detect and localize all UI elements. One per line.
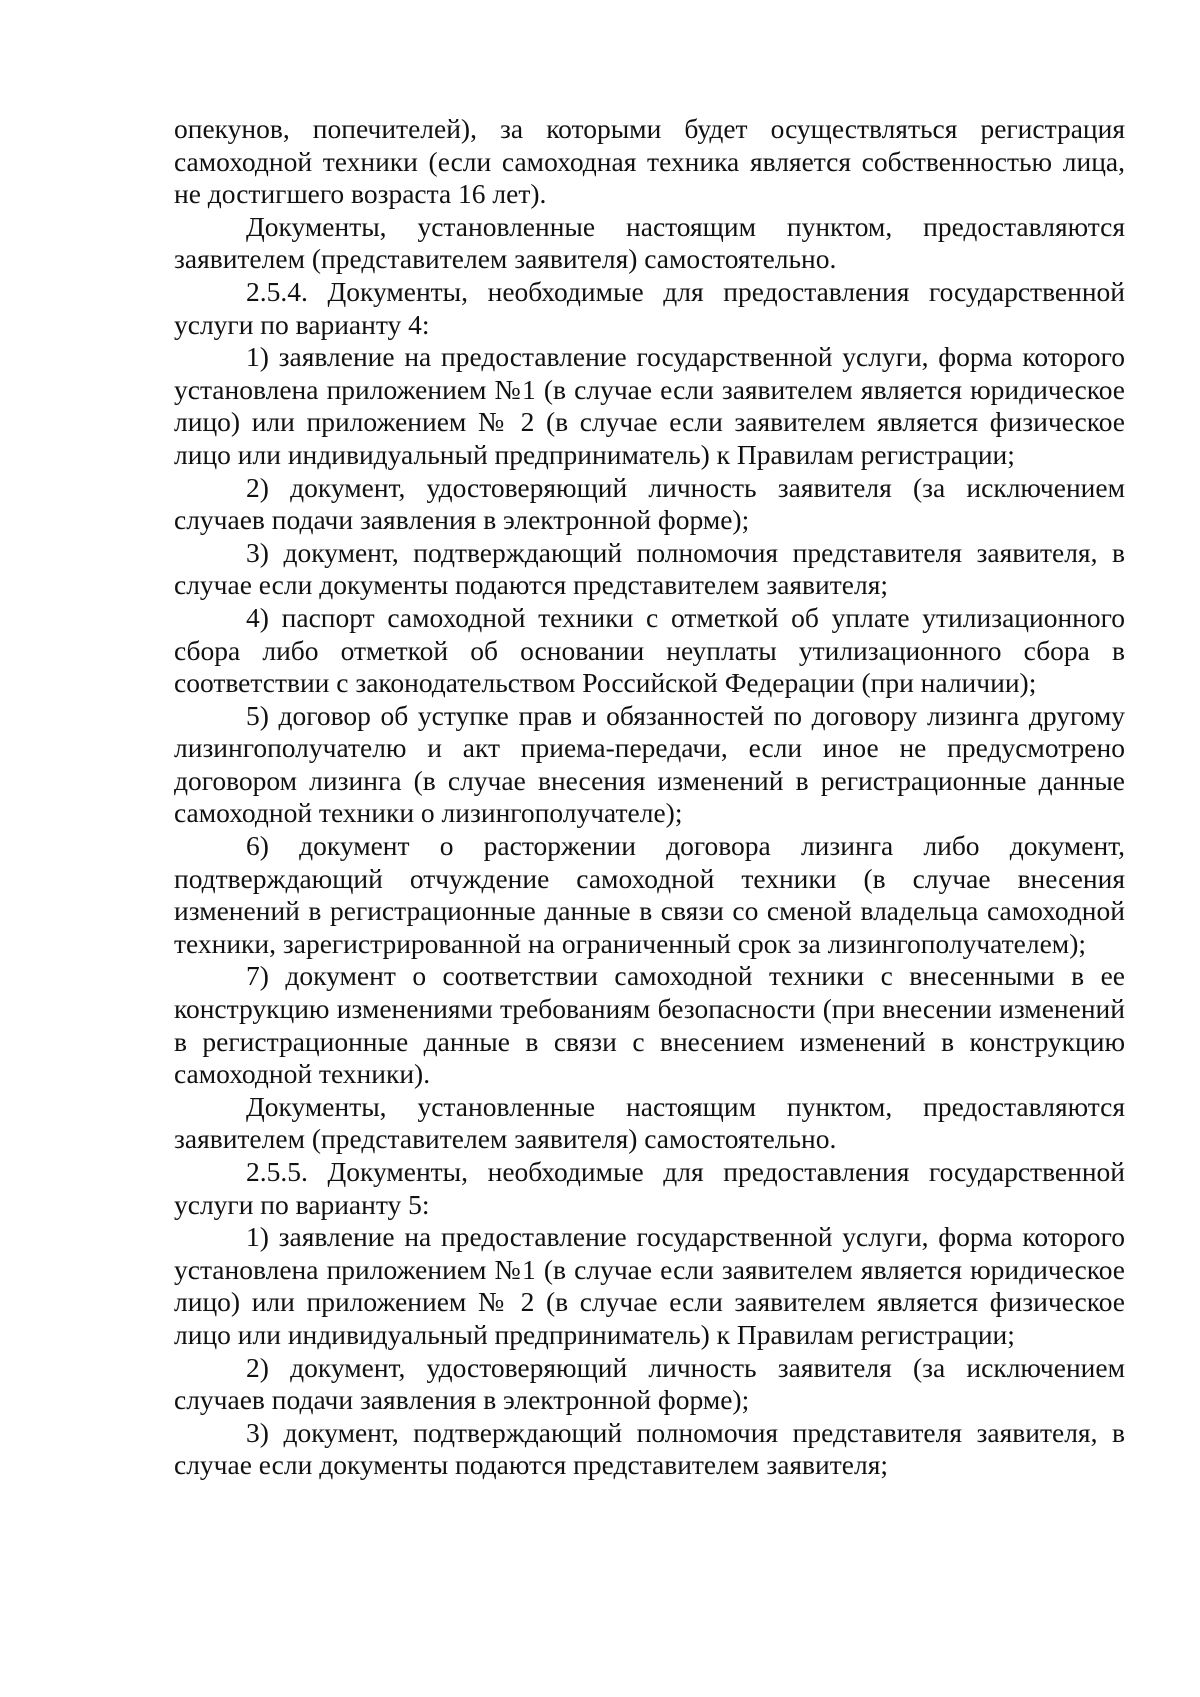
list-item: 1) заявление на предоставление государственной услуги, форма которого установлена приложением №1 (в случае если заявителем является юридическое лицо) или приложением № 2 (в случае если заявителем является физическое лицо или индивидуальный предприниматель) к Правилам регистрации; [174, 341, 1125, 470]
list-item: 6) документ о расторжении договора лизинга либо документ, подтверждающий отчуждение самоходной техники (в случае внесения изменений в регистрационные данные в связи со сменой владельца самоходной техники, зарегистрированной на ограниченный срок за лизингополучателем); [174, 830, 1125, 959]
list-item: 2) документ, удостоверяющий личность заявителя (за исключением случаев подачи заявления в электронной форме); [174, 471, 1125, 536]
paragraph-continuation: опекунов, попечителей), за которыми будет осуществляться регистрация самоходной техники (если самоходная техника является собственностью лица, не достигшего возраста 16 лет). [174, 113, 1125, 210]
section-heading-2-5-5: 2.5.5. Документы, необходимые для предоставления государственной услуги по варианту 5: [174, 1156, 1125, 1220]
list-item: 1) заявление на предоставление государственной услуги, форма которого установлена приложением №1 (в случае если заявителем является юридическое лицо) или приложением № 2 (в случае если заявителем является физическое лицо или индивидуальный предприниматель) к Правилам регистрации; [174, 1221, 1125, 1350]
document-page [174, 113, 1125, 1482]
paragraph-documents-note: Документы, установленные настоящим пунктом, предоставляются заявителем (представителем заявителя) самостоятельно. [174, 210, 1125, 275]
list-item: 3) документ, подтверждающий полномочия представителя заявителя, в случае если документы подаются представителем заявителя; [174, 536, 1125, 601]
list-item: 5) договор об уступке прав и обязанностей по договору лизинга другому лизингополучателю и акт приема-передачи, если иное не предусмотрено договором лизинга (в случае внесения изменений в регистрационные данные самоходной техники о лизингополучателе); [174, 699, 1125, 829]
section-heading-2-5-4: 2.5.4. Документы, необходимые для предоставления государственной услуги по варианту 4: [174, 275, 1125, 340]
paragraph-documents-note: Документы, установленные настоящим пунктом, предоставляются заявителем (представителем заявителя) самостоятельно. [174, 1090, 1125, 1155]
list-item: 4) паспорт самоходной техники с отметкой об уплате утилизационного сбора либо отметкой об основании неуплаты утилизационного сбора в соответствии с законодательством Российской Федерации (при наличии); [174, 601, 1125, 699]
list-item: 7) документ о соответствии самоходной техники с внесенными в ее конструкцию изменениями требованиям безопасности (при внесении изменений в регистрационные данные в связи с внесением изменений в конструкцию самоходной техники). [174, 960, 1125, 1090]
list-item: 2) документ, удостоверяющий личность заявителя (за исключением случаев подачи заявления в электронной форме); [174, 1351, 1125, 1416]
list-item: 3) документ, подтверждающий полномочия представителя заявителя, в случае если документы подаются представителем заявителя; [174, 1416, 1125, 1481]
